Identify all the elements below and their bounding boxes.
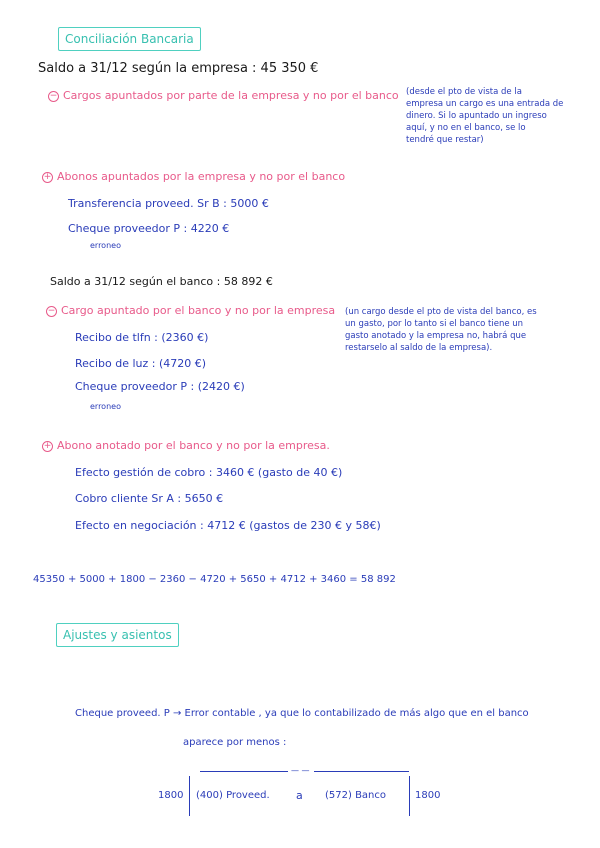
note-cargo-banco bbox=[345, 306, 537, 354]
journal-top-rule-right bbox=[314, 771, 409, 772]
note-erroneo: erroneo bbox=[90, 241, 121, 250]
cargos-empresa-label: Cargos apuntados por parte de la empresa y no por el banco bbox=[63, 89, 399, 102]
abonos-empresa-label: Abonos apuntados por la empresa y no por el banco bbox=[57, 170, 346, 183]
note-line: empresa un cargo es una entrada de bbox=[406, 99, 564, 109]
journal-left-rule bbox=[189, 776, 190, 816]
note-erroneo: erroneo bbox=[90, 402, 121, 411]
item-cheque-proveedor-p: Cheque proveedor P : (2420 €) bbox=[75, 380, 245, 393]
minus-circle-icon: − bbox=[47, 306, 56, 316]
reconciliation-equation: 45350 + 5000 + 1800 − 2360 − 4720 + 5650 + 4712 + 3460 = 58 892 bbox=[33, 574, 396, 585]
note-line: un gasto, por lo tanto si el banco tiene un bbox=[345, 319, 524, 329]
minus-circle-icon: − bbox=[49, 91, 58, 101]
credit-account: (572) Banco bbox=[325, 790, 387, 801]
saldo-banco-line: Saldo a 31/12 según el banco : 58 892 € bbox=[50, 275, 273, 288]
note-line: aquí, y no en el banco, se lo bbox=[406, 123, 526, 133]
section-title-conciliacion: Conciliación Bancaria bbox=[58, 27, 201, 51]
item-efecto-gestion: Efecto gestión de cobro : 3460 € (gasto de 40 €) bbox=[75, 466, 343, 479]
abonos-empresa-heading bbox=[42, 171, 345, 183]
plus-circle-icon: + bbox=[43, 441, 52, 451]
journal-top-rule-left bbox=[200, 771, 288, 772]
item-recibo-tlfn: Recibo de tlfn : (2360 €) bbox=[75, 331, 209, 344]
abono-banco-label: Abono anotado por el banco y no por la empresa. bbox=[57, 439, 330, 452]
adjust-explanation-line2: aparece por menos : bbox=[183, 737, 287, 748]
journal-connector: a bbox=[296, 789, 303, 802]
journal-dash: — — bbox=[291, 766, 310, 775]
plus-circle-icon: + bbox=[43, 172, 52, 182]
debit-amount: 1800 bbox=[158, 790, 184, 801]
credit-amount: 1800 bbox=[415, 790, 441, 801]
abono-banco-heading bbox=[42, 440, 330, 452]
note-line: tendré que restar) bbox=[406, 135, 484, 145]
debit-account: (400) Proveed. bbox=[196, 790, 270, 801]
item-efecto-negociacion: Efecto en negociación : 4712 € (gastos de 230 € y 58€) bbox=[75, 519, 381, 532]
item-recibo-luz: Recibo de luz : (4720 €) bbox=[75, 357, 207, 370]
section-title-ajustes: Ajustes y asientos bbox=[56, 623, 179, 647]
note-line: dinero. Si lo apuntado un ingreso bbox=[406, 111, 547, 121]
note-line: (un cargo desde el pto de vista del banco, es bbox=[345, 307, 537, 317]
cargos-empresa-heading bbox=[48, 90, 399, 102]
saldo-empresa-line: Saldo a 31/12 según la empresa : 45 350 € bbox=[38, 61, 319, 76]
note-line: restarselo al saldo de la empresa). bbox=[345, 343, 493, 353]
cargo-banco-heading bbox=[46, 305, 335, 317]
cargo-banco-label: Cargo apuntado por el banco y no por la empresa bbox=[61, 304, 336, 317]
item-cheque-proveedor: Cheque proveedor P : 4220 € bbox=[68, 222, 230, 235]
note-line: (desde el pto de vista de la bbox=[406, 87, 522, 97]
item-cobro-cliente: Cobro cliente Sr A : 5650 € bbox=[75, 492, 224, 505]
adjust-explanation-line1: Cheque proveed. P → Error contable , ya que lo contabilizado de más algo que en el banco bbox=[75, 708, 529, 719]
note-line: gasto anotado y la empresa no, habrá que bbox=[345, 331, 527, 341]
journal-right-rule bbox=[409, 776, 410, 816]
item-transferencia: Transferencia proveed. Sr B : 5000 € bbox=[68, 197, 269, 210]
note-cargos-empresa bbox=[406, 86, 563, 146]
